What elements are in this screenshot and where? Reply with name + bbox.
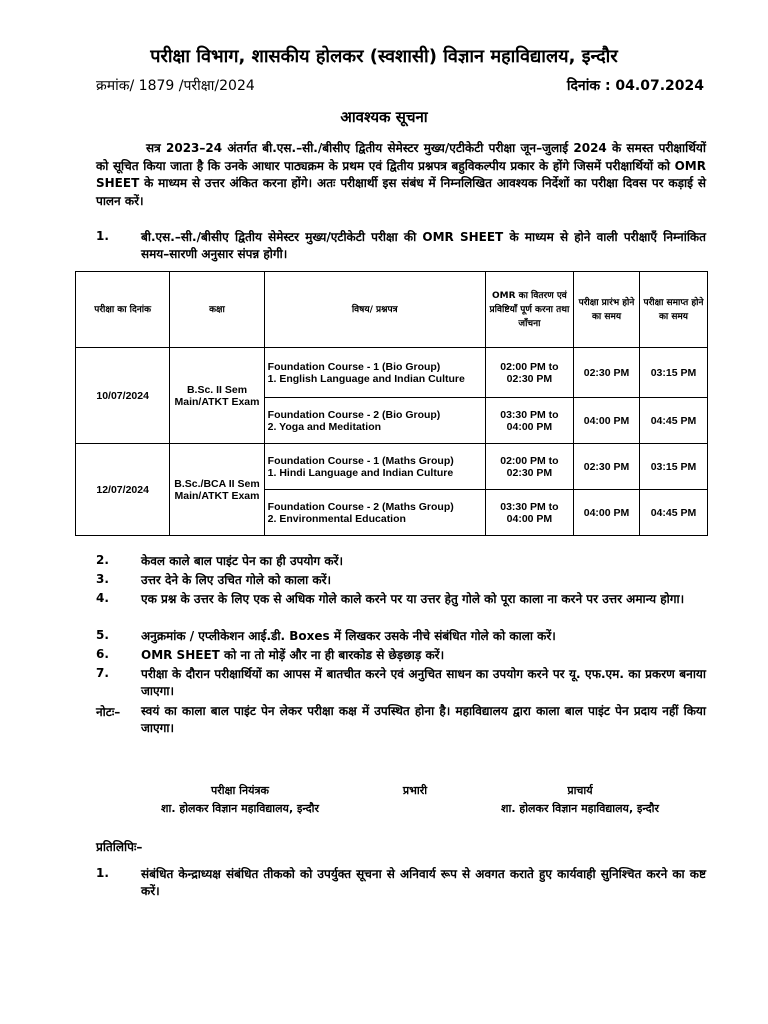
notice-heading: आवश्यक सूचना [340,108,428,126]
subject-line1: Foundation Course - 2 (Maths Group) [267,500,454,513]
point-text: परीक्षा के दौरान परीक्षार्थियों का आपस में बातचीत करने एवं अनुचित साधन का उपयोग करने पर यू. एफ.एम. का प्रकरण बनाया जाएगा। [141,667,706,698]
cell-start: 02:30 PM [574,348,640,398]
document-title: परीक्षा विभाग, शासकीय होलकर (स्वशासी) विज्ञान महाविद्यालय, इन्दौर [150,46,618,67]
point-text: OMR SHEET को ना तो मोड़ें और ना ही बारकोड से छेड़छाड़ करें। [141,648,445,662]
point-number: 3. [96,572,109,586]
signature-controller-title: परीक्षा नियंत्रक [210,784,269,797]
cell-date: 10/07/2024 [76,348,170,444]
note-label: नोटः– [96,705,121,719]
cell-class: B.Sc. II Sem Main/ATKT Exam [170,348,264,444]
table-header-row [76,272,708,348]
point-text: एक प्रश्न के उत्तर के लिए एक से अधिक गोले काले करने पर या उत्तर हेतु गोले को पूरा काला ना करने पर उत्तर अमान्य होगा। [141,592,685,606]
header-class: कक्षा [170,272,264,348]
header-end: परीक्षा समाप्त होने का समय [639,272,707,348]
point-number: 6. [96,647,109,661]
copy-point-text: संबंधित केन्द्राध्यक्ष संबंधित तीकको को उपर्युक्त सूचना से अनिवार्य रूप से अवगत कराते हुए कार्यवाही सुनिश्चित करने का कष्ट करें। [141,867,706,898]
table-row [76,348,708,398]
point-text: अनुक्रमांक / एप्लीकेशन आई.डी. Boxes में लिखकर उसके नीचे संबंधित गोले को काला करें। [141,629,556,643]
cell-start: 02:30 PM [574,444,640,490]
signature-principal-org: शा. होलकर विज्ञान महाविद्यालय, इन्दौर [501,802,659,815]
cell-omr: 03:30 PM to 04:00 PM [485,490,573,536]
point-text: बी.एस.–सी./बीसीए द्वितीय सेमेस्टर मुख्य/एटीकेटी परीक्षा की OMR SHEET के माध्यम से होने वाली परीक्षाएँ निम्नांकित समय–सारणी अनुसार संपन्न होगी। [141,230,706,261]
cell-subject [264,490,485,536]
point-text: केवल काले बाल पाइंट पेन का ही उपयोग करें। [141,554,344,568]
header-date: परीक्षा का दिनांक [76,272,170,348]
subject-line1: Foundation Course - 1 (Maths Group) [267,454,454,467]
point-text: उत्तर देने के लिए उचित गोले को काला करें। [141,573,332,587]
cell-date: 12/07/2024 [76,444,170,536]
subject-line2: 1. English Language and Indian Culture [267,372,465,385]
point-number: 4. [96,591,109,605]
signature-incharge-title: प्रभारी [402,784,428,797]
cell-end: 04:45 PM [639,490,707,536]
copy-point-number: 1. [96,866,109,880]
subject-line1: Foundation Course - 1 (Bio Group) [267,360,441,373]
cell-end: 04:45 PM [639,398,707,444]
header-subject: विषय/ प्रश्नपत्र [264,272,485,348]
copy-label: प्रतिलिपिः– [96,840,143,854]
table-row [76,444,708,490]
point-number: 2. [96,553,109,567]
intro-paragraph: सत्र 2023–24 अंतर्गत बी.एस.–सी./बीसीए द्वितीय सेमेस्टर मुख्य/एटीकेटी परीक्षा जून–जुलाई 2024 के समस्त परीक्षार्थियों को सूचित किया जाता है कि उनके आधार पाठ्यक्रम के प्रथम एवं द्वितीय प्रश्नपत्र बहुविकल्पीय प्रकार के होंगे जिसमें परीक्षार्थियों को OMR SHEET के माध्यम से उत्तर अंकित करना होंगे। अतः परीक्षार्थी इस संबंध में निम्नलिखित आवश्यक निर्देशों का परीक्षा दिवस पर कड़ाई से पालन करें। [96,141,706,208]
cell-omr: 02:00 PM to 02:30 PM [485,348,573,398]
cell-omr: 03:30 PM to 04:00 PM [485,398,573,444]
cell-subject [264,444,485,490]
header-omr: OMR का वितरण एवं प्रविष्टियाँ पूर्ण करना तथा जाँचना [485,272,573,348]
subject-line2: 1. Hindi Language and Indian Culture [267,466,454,479]
note-text: स्वयं का काला बाल पाइंट पेन लेकर परीक्षा कक्ष में उपस्थित होना है। महाविद्यालय द्वारा काला बाल पाइंट पेन प्रदाय नहीं किया जाएगा। [141,704,706,735]
document-date: दिनांक : 04.07.2024 [566,78,704,94]
point-number: 7. [96,666,109,680]
cell-subject [264,348,485,398]
header-start: परीक्षा प्रारंभ होने का समय [574,272,640,348]
cell-start: 04:00 PM [574,398,640,444]
reference-number: क्रमांक/ 1879 /परीक्षा/2024 [96,78,255,94]
cell-end: 03:15 PM [639,348,707,398]
signature-controller-org: शा. होलकर विज्ञान महाविद्यालय, इन्दौर [161,802,319,815]
cell-omr: 02:00 PM to 02:30 PM [485,444,573,490]
point-number: 1. [96,229,109,243]
cell-start: 04:00 PM [574,490,640,536]
cell-subject [264,398,485,444]
subject-line2: 2. Environmental Education [267,512,406,525]
point-number: 5. [96,628,109,642]
cell-end: 03:15 PM [639,444,707,490]
exam-schedule-table [75,271,708,536]
subject-line2: 2. Yoga and Meditation [267,420,382,433]
cell-class: B.Sc./BCA II Sem Main/ATKT Exam [170,444,264,536]
subject-line1: Foundation Course - 2 (Bio Group) [267,408,441,421]
signature-principal-title: प्राचार्य [567,784,593,797]
